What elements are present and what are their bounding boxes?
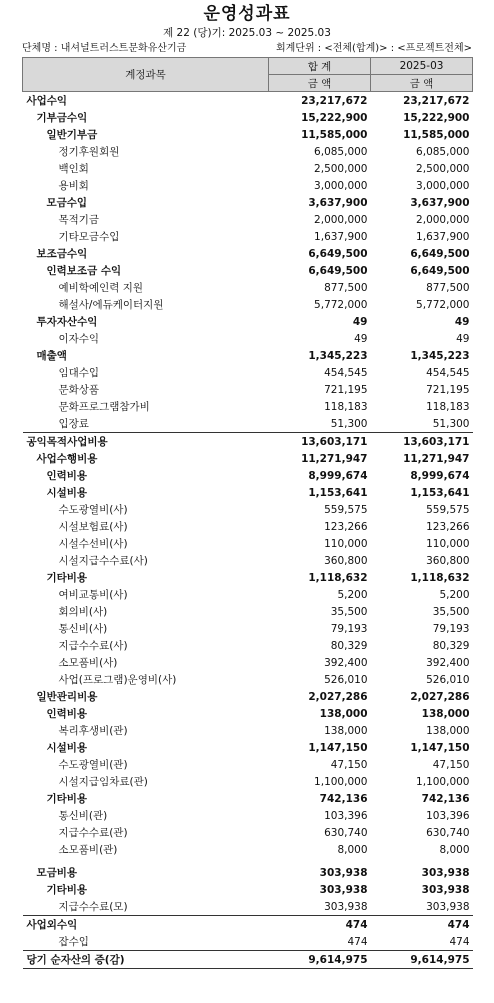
total-amount: 1,153,641: [308, 486, 368, 499]
table-row: [23, 705, 473, 722]
total-amount: 303,938: [319, 883, 368, 896]
table-row: [23, 109, 473, 126]
month-amount: 1,100,000: [416, 775, 470, 788]
table-row: [23, 916, 473, 934]
month-amount: 51,300: [432, 417, 470, 430]
table-row: [23, 603, 473, 620]
header-month: 2025-03: [371, 58, 473, 75]
total-amount: 8,999,674: [308, 469, 368, 482]
account-name: 보조금수익: [36, 248, 88, 260]
month-amount: 138,000: [426, 724, 470, 737]
month-amount: 15,222,900: [403, 111, 470, 124]
month-amount: 1,637,900: [416, 230, 470, 243]
table-body: [23, 92, 473, 969]
account-name: 예비학예인력 지원: [58, 282, 143, 294]
account-name: 매출액: [36, 350, 67, 362]
total-amount: 6,085,000: [314, 145, 368, 158]
account-name: 지급수수료(모): [58, 901, 128, 913]
account-name: 사업수익: [26, 95, 68, 107]
total-amount: 35,500: [330, 605, 368, 618]
account-name: 기타비용: [46, 884, 88, 896]
month-amount: 559,575: [426, 503, 470, 516]
total-amount: 103,396: [324, 809, 368, 822]
account-name: 용비회: [58, 180, 89, 192]
table-row: [23, 313, 473, 330]
table-row: [23, 381, 473, 398]
month-amount: 474: [371, 916, 473, 934]
account-name: 통신비(관): [58, 810, 108, 822]
table-row: [23, 881, 473, 898]
header-total: 합 계: [269, 58, 371, 75]
report-title: 운영성과표: [203, 4, 291, 24]
month-amount: 454,545: [426, 366, 470, 379]
account-name: 인력비용: [46, 470, 88, 482]
total-amount: 138,000: [319, 707, 368, 720]
table-row: [23, 688, 473, 705]
table-row: [23, 194, 473, 211]
total-amount: 5,200: [337, 588, 368, 601]
total-amount: 80,329: [330, 639, 368, 652]
table-row: [23, 898, 473, 916]
month-amount: 23,217,672: [403, 94, 470, 107]
month-amount: 6,085,000: [416, 145, 470, 158]
total-amount: 721,195: [324, 383, 368, 396]
month-amount: 5,200: [439, 588, 470, 601]
month-amount: 11,585,000: [403, 128, 470, 141]
account-name: 지급수수료(관): [58, 827, 128, 839]
account-name: 복리후생비(관): [58, 725, 128, 737]
table-row: [23, 467, 473, 484]
total-amount: 2,027,286: [308, 690, 368, 703]
month-amount: 392,400: [426, 656, 470, 669]
account-name: 소모품비(사): [58, 657, 118, 669]
account-name: 인력보조금 수익: [46, 265, 122, 277]
account-name: 기부금수익: [36, 112, 88, 124]
account-name: 해설사/에듀케이터지원: [58, 299, 164, 311]
table-row: [23, 211, 473, 228]
total-amount: 742,136: [319, 792, 368, 805]
account-name: 입장료: [58, 418, 89, 430]
report-meta: [0, 41, 494, 57]
total-amount: 15,222,900: [301, 111, 368, 124]
month-amount: 2,000,000: [416, 213, 470, 226]
account-name: 기타비용: [46, 793, 88, 805]
table-row: [23, 279, 473, 296]
total-amount: 1,118,632: [308, 571, 368, 584]
account-name: 인력비용: [46, 708, 88, 720]
account-name: 투자자산수익: [36, 316, 98, 328]
total-amount: 3,000,000: [314, 179, 368, 192]
table-row: [23, 245, 473, 262]
table-row: [23, 501, 473, 518]
total-amount: 1,345,223: [308, 349, 368, 362]
account-name: 기타모금수입: [58, 231, 120, 243]
total-amount: 79,193: [330, 622, 368, 635]
total-amount: 877,500: [324, 281, 368, 294]
month-amount: 1,345,223: [410, 349, 470, 362]
table-row: [23, 518, 473, 535]
month-amount: 526,010: [426, 673, 470, 686]
month-amount: 303,938: [421, 866, 470, 879]
table-row: [23, 177, 473, 194]
table-row: [23, 415, 473, 433]
table-row: [23, 433, 473, 451]
total-amount: 474: [269, 916, 371, 934]
table-row: [23, 637, 473, 654]
month-amount: 47,150: [432, 758, 470, 771]
account-name: 일반기부금: [46, 129, 98, 141]
total-amount: 138,000: [324, 724, 368, 737]
total-amount: 51,300: [330, 417, 368, 430]
month-amount: 360,800: [426, 554, 470, 567]
table-row: [23, 364, 473, 381]
accounting-unit: 회계단위 : <전체(합계)> : <프로젝트전체>: [275, 43, 472, 54]
table-row: [23, 586, 473, 603]
table-row: [23, 296, 473, 313]
total-amount: 118,183: [324, 400, 368, 413]
total-amount: 123,266: [324, 520, 368, 533]
month-amount: 35,500: [432, 605, 470, 618]
total-amount: 8,000: [337, 843, 368, 856]
table-row: [23, 569, 473, 586]
total-amount: 1,147,150: [308, 741, 368, 754]
table-row: [23, 228, 473, 245]
account-name: 시설지급임차료(관): [58, 776, 148, 788]
total-amount: 2,500,000: [314, 162, 368, 175]
account-name: 이자수익: [58, 333, 100, 345]
report-period: 제 22 (당)기: 2025.03 ~ 2025.03: [163, 27, 331, 39]
table-row: [23, 398, 473, 415]
account-name: 잡수입: [58, 936, 89, 948]
account-name: 시설보험료(사): [58, 521, 128, 533]
account-name: 수도광열비(관): [58, 759, 128, 771]
table-row: [23, 654, 473, 671]
total-amount: 1,100,000: [314, 775, 368, 788]
table-row: [23, 262, 473, 279]
total-amount: 3,637,900: [308, 196, 368, 209]
total-amount: 1,637,900: [314, 230, 368, 243]
operating-results-table: [22, 57, 473, 969]
account-name: 백인회: [58, 163, 89, 175]
table-row: [23, 933, 473, 951]
account-name: 지급수수료(사): [58, 640, 128, 652]
account-name: 시설수선비(사): [58, 538, 128, 550]
table-row: [23, 824, 473, 841]
month-amount: 8,999,674: [410, 469, 470, 482]
month-amount: 1,118,632: [410, 571, 470, 584]
account-name: 일반관리비용: [36, 691, 98, 703]
month-amount: 123,266: [426, 520, 470, 533]
account-name: 모금수입: [46, 197, 88, 209]
total-amount: 49: [354, 332, 368, 345]
total-amount: 630,740: [324, 826, 368, 839]
month-amount: 2,500,000: [416, 162, 470, 175]
header-total-amount: 금 액: [269, 75, 371, 92]
account-name: 사업(프로그램)운영비(사): [58, 674, 177, 686]
total-amount: 303,938: [324, 900, 368, 913]
total-amount: 392,400: [324, 656, 368, 669]
month-amount: 9,614,975: [371, 951, 473, 969]
total-amount: 11,585,000: [301, 128, 368, 141]
month-amount: 742,136: [421, 792, 470, 805]
account-name: 시설비용: [46, 742, 88, 754]
month-amount: 118,183: [426, 400, 470, 413]
total-amount: 2,000,000: [314, 213, 368, 226]
total-amount: 23,217,672: [301, 94, 368, 107]
table-row: [23, 126, 473, 143]
total-amount: 6,649,500: [308, 264, 368, 277]
account-name: 정기후원회원: [58, 146, 120, 158]
month-amount: 1,153,641: [410, 486, 470, 499]
table-row: [23, 756, 473, 773]
total-amount: 13,603,171: [269, 433, 371, 451]
account-name: 문화프로그램참가비: [58, 401, 150, 413]
account-name: 시설지급수수료(사): [58, 555, 148, 567]
month-amount: 3,000,000: [416, 179, 470, 192]
table-row: [23, 143, 473, 160]
account-name: 문화상품: [58, 384, 100, 396]
total-amount: 474: [347, 935, 368, 948]
account-name: 사업외수익: [23, 916, 269, 934]
month-amount: 3,637,900: [410, 196, 470, 209]
total-amount: 526,010: [324, 673, 368, 686]
table-row: [23, 330, 473, 347]
account-name: 당기 순자산의 증(감): [23, 951, 269, 969]
month-amount: 79,193: [432, 622, 470, 635]
account-name: 여비교통비(사): [58, 589, 128, 601]
table-row: [23, 484, 473, 501]
table-row: [23, 347, 473, 364]
month-amount: 6,649,500: [410, 264, 470, 277]
month-amount: 11,271,947: [403, 452, 470, 465]
table-row: [23, 841, 473, 858]
table-row: [23, 722, 473, 739]
table-row: [23, 160, 473, 177]
month-amount: 1,147,150: [410, 741, 470, 754]
month-amount: 303,938: [421, 883, 470, 896]
header-month-amount: 금 액: [371, 75, 473, 92]
total-amount: 47,150: [330, 758, 368, 771]
month-amount: 721,195: [426, 383, 470, 396]
total-amount: 454,545: [324, 366, 368, 379]
account-name: 임대수입: [58, 367, 100, 379]
account-name: 목적기금: [58, 214, 100, 226]
month-amount: 5,772,000: [416, 298, 470, 311]
month-amount: 49: [456, 332, 470, 345]
table-row: [23, 535, 473, 552]
month-amount: 49: [454, 315, 470, 328]
table-row: [23, 92, 473, 110]
table-row: [23, 552, 473, 569]
account-name: 시설비용: [46, 487, 88, 499]
account-name: 기타비용: [46, 572, 88, 584]
month-amount: 13,603,171: [371, 433, 473, 451]
table-row: [23, 773, 473, 790]
account-name: 사업수행비용: [36, 453, 98, 465]
table-row: [23, 807, 473, 824]
month-amount: 138,000: [421, 707, 470, 720]
total-amount: 49: [352, 315, 368, 328]
month-amount: 110,000: [426, 537, 470, 550]
table-row: [23, 864, 473, 881]
account-name: 소모품비(관): [58, 844, 118, 856]
account-name: 공익목적사업비용: [23, 433, 269, 451]
table-row: [23, 739, 473, 756]
account-name: 회의비(사): [58, 606, 108, 618]
table-row: [23, 450, 473, 467]
month-amount: 2,027,286: [410, 690, 470, 703]
total-amount: 110,000: [324, 537, 368, 550]
header-account: 계정과목: [23, 58, 269, 92]
total-amount: 559,575: [324, 503, 368, 516]
table-row: [23, 620, 473, 637]
month-amount: 877,500: [426, 281, 470, 294]
account-name: 모금비용: [36, 867, 78, 879]
account-name: 통신비(사): [58, 623, 108, 635]
organization-name: 단체명 : 내셔널트러스트문화유산기금: [22, 43, 187, 54]
table-row: [23, 951, 473, 969]
month-amount: 474: [449, 935, 470, 948]
total-amount: 9,614,975: [269, 951, 371, 969]
month-amount: 103,396: [426, 809, 470, 822]
total-amount: 5,772,000: [314, 298, 368, 311]
total-amount: 11,271,947: [301, 452, 368, 465]
month-amount: 80,329: [432, 639, 470, 652]
month-amount: 303,938: [426, 900, 470, 913]
month-amount: 8,000: [439, 843, 470, 856]
month-amount: 630,740: [426, 826, 470, 839]
total-amount: 303,938: [319, 866, 368, 879]
month-amount: 6,649,500: [410, 247, 470, 260]
table-row: [23, 671, 473, 688]
account-name: 수도광열비(사): [58, 504, 128, 516]
total-amount: 360,800: [324, 554, 368, 567]
table-row: [23, 790, 473, 807]
total-amount: 6,649,500: [308, 247, 368, 260]
